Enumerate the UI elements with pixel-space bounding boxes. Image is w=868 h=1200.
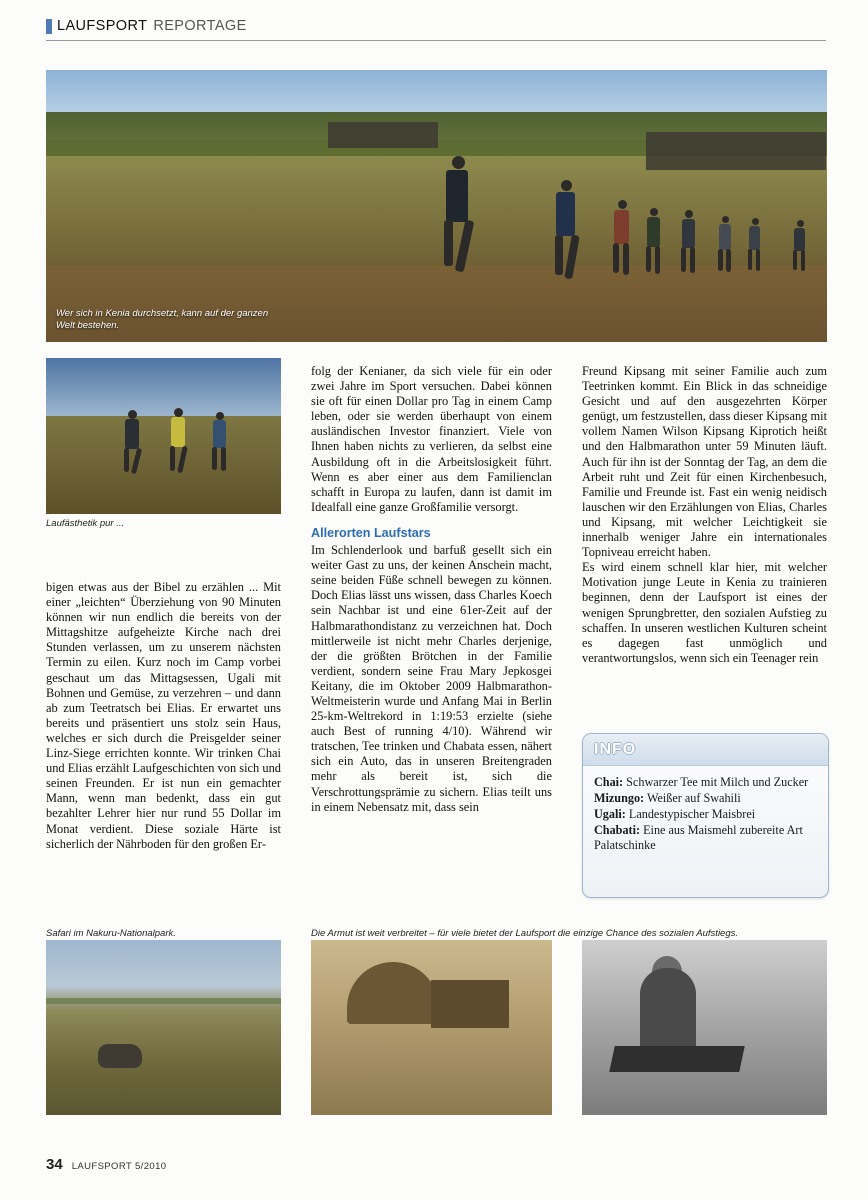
info-box-header: [583, 734, 828, 766]
runner-torso: [125, 419, 139, 449]
runner-torso: [647, 217, 660, 247]
runner-head: [618, 200, 627, 209]
runner-leg: [726, 249, 731, 272]
runner-torso: [171, 417, 185, 447]
cart-shape: [609, 1046, 745, 1072]
photo-ground: [46, 416, 281, 514]
runner-leg: [221, 447, 226, 471]
paragraph: Es wird einem schnell klar hier, mit welcher Motivation junge Leute in Kenia zu trainieren beginnen, denn der Laufsport ist eines der wenigen Sprungbretter, den sozialen Aufstieg zu schaffen. In unseren westlichen Kulturen scheint es dagegen fast unmöglich und verantwortungslos, wenn sich ein Teenager rein: [582, 560, 827, 665]
glossary-term: Mizungo:: [594, 791, 645, 805]
glossary-term: Ugali:: [594, 807, 626, 821]
runner-leg: [801, 250, 805, 271]
glossary-entry: [594, 807, 817, 822]
runner-leg: [681, 247, 686, 272]
runner-leg: [444, 220, 453, 266]
photo-laufaesthetik: [46, 358, 281, 514]
runner-leg: [170, 446, 175, 471]
runner-leg: [756, 249, 760, 271]
hut-shape: [431, 980, 509, 1028]
runner-head: [561, 180, 572, 191]
header-subtitle: REPORTAGE: [153, 18, 247, 34]
hero-caption: Wer sich in Kenia durchsetzt, kann auf der ganzen Welt bestehen.: [56, 308, 269, 331]
glossary-entry: [594, 791, 817, 806]
runner-leg: [748, 249, 752, 270]
runner-head: [650, 208, 658, 216]
publication-info: LAUFSPORT 5/2010: [71, 1161, 167, 1172]
glossary-definition: Schwarzer Tee mit Milch und Zucker: [626, 775, 809, 789]
hero-photo: [46, 70, 827, 342]
hero-building-right: [646, 132, 826, 170]
runner-leg: [646, 246, 651, 272]
hero-building-left: [328, 122, 438, 148]
runner-torso: [794, 228, 805, 251]
runner-leg: [690, 247, 695, 273]
bottom-left-caption: Safari im Nakuru-Nationalpark.: [46, 928, 176, 939]
runner-leg: [718, 249, 723, 271]
glossary-definition: Landestypischer Maisbrei: [628, 807, 756, 821]
paragraph: Im Schlenderlook und barfuß gesellt sich ein weiter Gast zu uns, der keinen Anschein macht, seine beiden Füße schnell bewegen zu können. Doch Elias lässt uns wissen, dass Charles Koech sein Nachbar ist und eine 61er-Zeit auf der Halbmarathondistanz zu verzeichnen hat. Doch mittlerweile ist nicht mehr Charles derjenige, der die größten Brötchen in der Familie verdient, sondern seine Frau Mary Jepkosgei Keitany, die im Oktober 2009 Halbmarathon-Weltmeisterin wurde und Anfang Mai in Berlin 25-km-Weltrekord in 1:19:53 erzielte (siehe auch Best of running 4/10). Während wir tratschen, Tee trinken und Chabata essen, nähert sich ein Auto, das in unseren Breitengraden mehr als bereit ist, sich die Verschrottungsprämie zu sichern. Elias teilt uns in einem Nebensatz mit, dass sein: [311, 543, 552, 814]
photo-left-caption: Laufästhetik pur ...: [46, 518, 125, 529]
runner-torso: [749, 226, 760, 250]
photo-man-with-cart: [582, 940, 827, 1115]
glossary-entry: [594, 823, 817, 853]
text-column-3: [582, 364, 827, 666]
paragraph: folg der Kenianer, da sich viele für ein oder zwei Jahre im Sport versuchen. Dabei können sie oft für einen Dollar pro Tag in einem Camp leben, oder sie werden überhaupt von einem ausländischen Investor finanziert. Viele von Ihnen haben nichts zu verlieren, da selbst eine Ausbildung oft in die Arbeitslosigkeit führt. Wenn es aber einer aus dem Familienclan schafft in Europa zu laufen, dann ist damit im Idealfall eine ganze Großfamilie versorgt.: [311, 364, 552, 514]
paragraph: bigen etwas aus der Bibel zu erzählen ... Mit einer „leichten“ Überziehung von 90 Minuten können wir nun endlich die bereits von der Mittagshitze aufgeheizte Kirche nach drei Stunden verlassen, um zu unserem nächsten Termin zu eilen. Kurz noch im Camp vorbei geschaut um das Mittagsessen, Ugali mit Bohnen und Gemüse, zu verzehren – und dann ab zum Teetratsch bei Elias. Er erwartet uns bereits und präsentiert uns stolz sein Haus, welches er sich durch die Preisgelder seiner Linz-Siege errichten konnte. Wir trinken Chai und Elias erzählt Laufgeschichten von sich und seinen Freunden. Er ist nun ein gemachter Mann, wenn man bedenkt, dass ein gut bezahlter Lehrer hier nur rund 55 Dollar im Monat verdient. Diese soziale Härte ist sicherlich der Nährboden für den großen Er-: [46, 580, 281, 851]
section-subheading: Allerorten Laufstars: [311, 525, 431, 540]
runner-head: [797, 220, 804, 227]
runner-torso: [446, 170, 468, 222]
page-number: 34: [46, 1156, 63, 1173]
hut-shape: [347, 962, 439, 1024]
glossary-entry: [594, 775, 817, 790]
runner-leg: [613, 243, 619, 273]
photo-sky: [46, 358, 281, 416]
header-title: LAUFSPORT: [57, 18, 148, 34]
runner-torso: [614, 210, 629, 244]
photo-village: [311, 940, 552, 1115]
header-accent-bar: [46, 19, 52, 34]
runner-leg: [212, 447, 217, 470]
page-header: [46, 18, 826, 41]
info-box-title: INFO: [594, 740, 637, 758]
runner-leg: [555, 235, 563, 275]
runner-head: [722, 216, 729, 223]
text-column-1: [46, 580, 281, 852]
runner-leg: [124, 448, 129, 472]
text-column-2: [311, 364, 552, 815]
info-box-body: [583, 766, 828, 853]
runner-head: [216, 412, 224, 420]
runner-head: [174, 408, 183, 417]
glossary-definition: Weißer auf Swahili: [646, 791, 741, 805]
rhino-silhouette: [98, 1044, 142, 1068]
paragraph: Freund Kipsang mit seiner Familie auch zum Teetrinken kommt. Ein Blick in das schneidige Gesicht und auf den ausgezehrten Körper genügt, um festzustellen, dass dieser Kipsang mit vollem Namen Wilson Kipsang Kiprotich heißt und den Halbmarathon unter 59 Minuten läuft. Auch für ihn ist der Sonntag der Tag, an dem die Arbeit ruht und Zeit für einen Kirchenbesuch, Familie und Freunde ist. Fast ein wenig neidisch lauschen wir den Erzählungen von Elias, Charles und Kipsang, mit welcher Leichtigkeit sie innerhalb weniger Jahre ein internationales Topniveau erreicht haben.: [582, 364, 828, 560]
runner-head: [452, 156, 465, 169]
glossary-term: Chabati:: [594, 823, 641, 837]
runner-head: [685, 210, 693, 218]
info-box: [582, 733, 829, 898]
photo-horizon: [46, 998, 281, 1004]
page-footer: [46, 1156, 826, 1173]
photo-nakuru-safari: [46, 940, 281, 1115]
runner-torso: [682, 219, 695, 248]
runner-leg: [655, 246, 660, 274]
glossary-definition: Eine aus Maismehl zubereite Art Palatschinke: [594, 823, 803, 852]
runner-head: [752, 218, 759, 225]
runner-head: [128, 410, 137, 419]
runner-torso: [556, 192, 575, 236]
glossary-term: Chai:: [594, 775, 624, 789]
runner-torso: [213, 420, 226, 448]
runner-torso: [719, 224, 731, 250]
runner-leg: [623, 243, 629, 275]
bottom-mid-caption: Die Armut ist weit verbreitet – für viele bietet der Laufsport die einzige Chance des sozialen Aufstiegs.: [311, 928, 739, 939]
runner-leg: [793, 250, 797, 270]
